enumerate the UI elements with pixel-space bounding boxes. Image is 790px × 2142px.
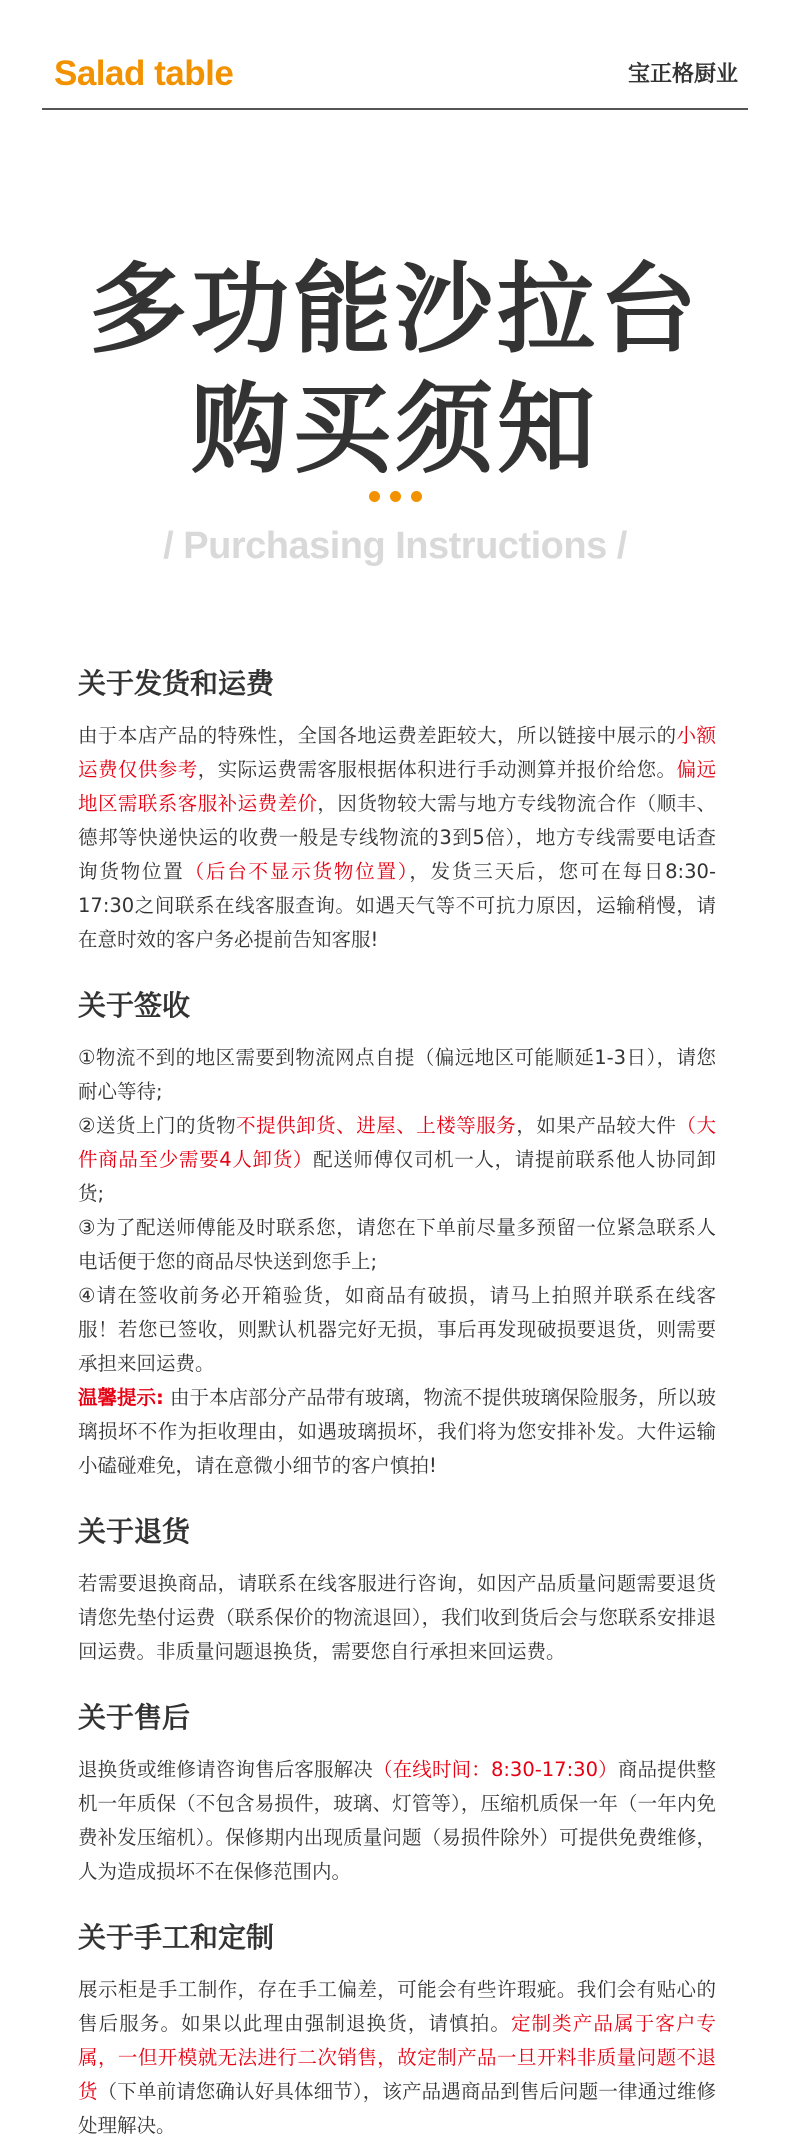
text-span: ，因货物较大需与地方专线物流合作（顺丰、德邦等快递快运的收费一般是专线物流的3到5倍），地方专线需要电话查询货物位置 <box>78 792 716 883</box>
section-aftersales <box>78 1699 716 1889</box>
company-name: 宝正格厨业 <box>627 62 738 87</box>
section-shipping <box>78 665 716 957</box>
section-custom <box>78 1919 716 2142</box>
dot-icon <box>369 491 380 502</box>
section-returns <box>78 1513 716 1669</box>
section-title: 关于售后 <box>78 1701 191 1734</box>
highlight-text: （大件商品至少需要4人卸货） <box>78 1114 716 1171</box>
content <box>78 665 716 2142</box>
section-title: 关于发货和运费 <box>78 667 275 700</box>
text-span: （下单前请您确认好具体细节），该产品遇商品到售后问题一律通过维修处理解决。 <box>78 2080 716 2137</box>
section-title: 关于签收 <box>78 989 191 1022</box>
receipt-item-2 <box>78 1109 716 1211</box>
text-span: ，如果产品较大件 <box>516 1114 677 1137</box>
receipt-item-3: ③为了配送师傅能及时联系您，请您在下单前尽量多预留一位紧急联系人电话便于您的商品尽快送到您手上; <box>78 1216 716 1273</box>
text-span: ，发货三天后，您可在每日8:30-17:30之间联系在线客服查询。如遇天气等不可抗力原因，运输稍慢，请在意时效的客户务必提前告知客服! <box>78 860 716 951</box>
highlight-text: （后台不显示货物位置） <box>184 860 410 883</box>
section-text <box>78 1973 716 2142</box>
highlight-text: （在线时间：8:30-17:30） <box>372 1758 618 1781</box>
section-title: 关于退货 <box>78 1515 191 1548</box>
highlight-text: 定制类产品属于客户专属，一但开模就无法进行二次销售，故定制产品一旦开料非质量问题不退货 <box>78 2012 716 2103</box>
section-title: 关于手工和定制 <box>78 1921 275 1954</box>
section-receipt <box>78 987 716 1483</box>
text-span: 退换货或维修请咨询售后客服解决 <box>78 1758 373 1781</box>
highlight-text: 不提供卸货、进屋、上楼等服务 <box>236 1114 517 1137</box>
dot-icon <box>390 491 401 502</box>
page-title-line1: 多功能沙拉台 <box>88 253 701 367</box>
text-span: 由于本店部分产品带有玻璃，物流不提供玻璃保险服务，所以玻璃损坏不作为拒收理由，如遇玻璃损坏，我们将为您安排补发。大件运输小磕碰难免，请在意微小细节的客户慎拍! <box>78 1386 717 1477</box>
dot-icon <box>411 491 422 502</box>
page-subtitle: / Purchasing Instructions / <box>163 525 627 567</box>
page-title-line2: 购买须知 <box>190 373 599 487</box>
text-span: 商品提供整机一年质保（不包含易损件，玻璃、灯管等），压缩机质保一年（一年内免费补发压缩机）。保修期内出现质量问题（易损件除外）可提供免费维修，人为造成损坏不在保修范围内。 <box>78 1758 716 1883</box>
tip-label: 温馨提示: <box>78 1386 164 1409</box>
highlight-text: 偏远地区需联系客服补运费差价 <box>78 758 716 815</box>
text-span: 由于本店产品的特殊性，全国各地运费差距较大，所以链接中展示的 <box>78 724 677 747</box>
text-span: ②送货上门的货物 <box>78 1114 237 1137</box>
section-text <box>78 1753 716 1889</box>
page-title <box>0 250 790 490</box>
decorative-dots <box>0 487 790 501</box>
highlight-text: 小额运费仅供参考 <box>78 724 716 781</box>
receipt-item-1: ①物流不到的地区需要到物流网点自提（偏远地区可能顺延1-3日），请您耐心等待; <box>78 1046 716 1103</box>
text-span: 展示柜是手工制作，存在手工偏差，可能会有些许瑕疵。我们会有贴心的售后服务。如果以此理由强制退换货，请慎拍。 <box>78 1978 716 2035</box>
receipt-tip <box>78 1381 716 1483</box>
text-span: 配送师傅仅司机一人，请提前联系他人协同卸货; <box>78 1148 716 1205</box>
header <box>42 52 748 110</box>
section-text: 若需要退换商品，请联系在线客服进行咨询，如因产品质量问题需要退货请您先垫付运费（联系保价的物流退回），我们收到货后会与您联系安排退回运费。非质量问题退换货，需要您自行承担来回运费。 <box>78 1572 716 1663</box>
text-span: ，实际运费需客服根据体积进行手动测算并报价给您。 <box>197 758 677 781</box>
brand-logo: Salad table <box>54 54 234 93</box>
section-text <box>78 719 716 957</box>
receipt-item-4: ④请在签收前务必开箱验货，如商品有破损，请马上拍照并联系在线客服！若您已签收，则默认机器完好无损，事后再发现破损要退货，则需要承担来回运费。 <box>78 1284 716 1375</box>
